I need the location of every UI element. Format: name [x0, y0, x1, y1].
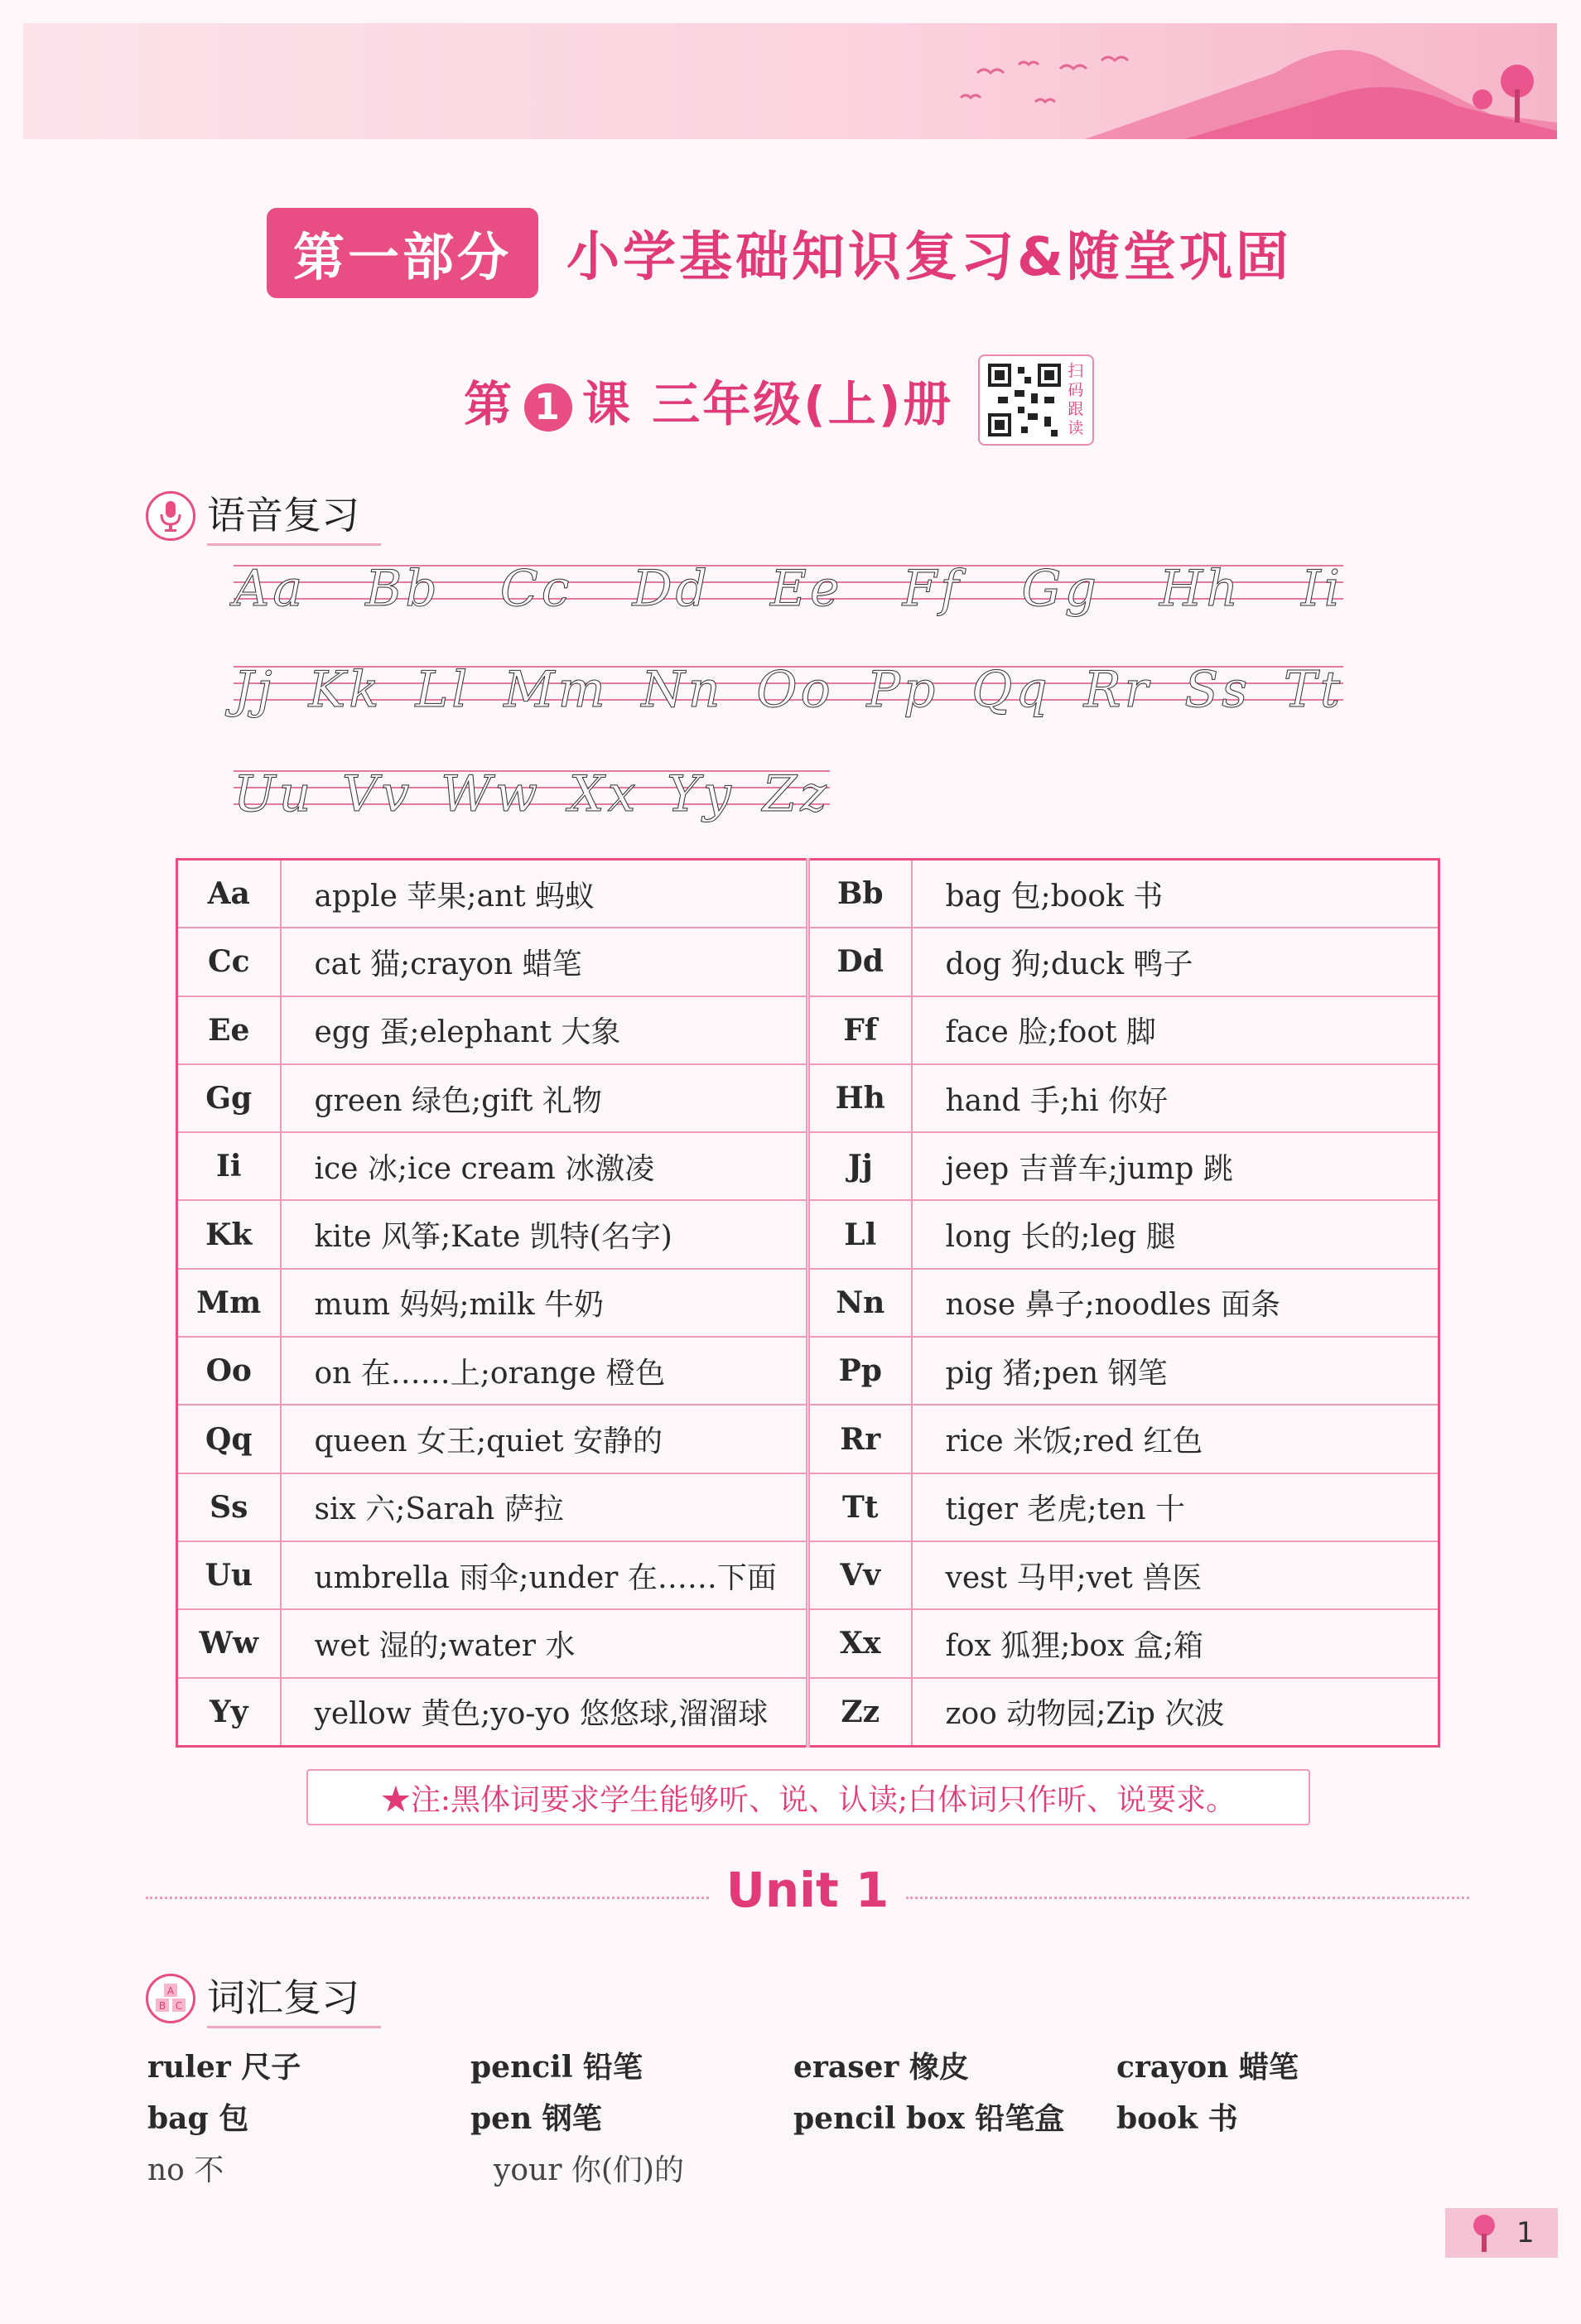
letter-cell: Ll: [808, 1200, 912, 1268]
handwriting-letter: Pp: [866, 661, 939, 719]
handwriting-row-2: [234, 654, 1343, 726]
letter-cell: Mm: [177, 1269, 281, 1337]
table-row: [177, 1200, 1439, 1268]
table-row: [177, 1337, 1439, 1405]
handwriting-letter: Kk: [308, 661, 383, 719]
lesson-suffix: 课 三年级(上)册: [582, 376, 954, 432]
words-cell: apple 苹果;ant 蚂蚁: [281, 860, 808, 928]
words-cell: face 脸;foot 脚: [912, 996, 1439, 1064]
vocab-item: pencil 铅笔: [470, 2049, 643, 2085]
handwriting-letter: Uu: [234, 765, 315, 823]
words-cell: long 长的;leg 腿: [912, 1200, 1439, 1268]
page-number-box: [1445, 2208, 1558, 2258]
letter-cell: Ii: [177, 1132, 281, 1200]
letter-cell: Kk: [177, 1200, 281, 1268]
handwriting-letter: Ii: [1301, 560, 1343, 618]
qr-code-box[interactable]: [978, 354, 1094, 446]
handwriting-letter: Hh: [1159, 560, 1241, 618]
letter-cell: Vv: [808, 1541, 912, 1609]
handwriting-letter: Qq: [971, 661, 1051, 719]
vocab-item: crayon 蜡笔: [1116, 2049, 1299, 2085]
words-cell: mum 妈妈;milk 牛奶: [281, 1269, 808, 1337]
vocab-item: no 不: [147, 2153, 224, 2187]
handwriting-letter: Rr: [1083, 661, 1152, 719]
words-cell: pig 猪;pen 钢笔: [912, 1337, 1439, 1405]
words-cell: cat 猫;crayon 蜡笔: [281, 928, 808, 996]
letter-cell: Ss: [177, 1473, 281, 1541]
table-row: [177, 928, 1439, 996]
handwriting-letter: Mm: [504, 661, 609, 719]
letter-cell: Uu: [177, 1541, 281, 1609]
table-row: [177, 860, 1439, 928]
handwriting-letter: Tt: [1283, 661, 1343, 719]
top-banner: [23, 23, 1557, 139]
handwriting-letter: Gg: [1021, 560, 1100, 618]
handwriting-row-3: [234, 759, 830, 830]
letter-cell: Qq: [177, 1405, 281, 1473]
page-number: 1: [1516, 2216, 1535, 2249]
words-cell: vest 马甲;vet 兽医: [912, 1541, 1439, 1609]
lesson-number: 1: [524, 383, 572, 432]
alphabet-table-body: [177, 860, 1439, 1747]
table-row: [177, 1064, 1439, 1132]
svg-text:B: B: [158, 1999, 166, 2012]
words-cell: kite 风筝;Kate 凯特(名字): [281, 1200, 808, 1268]
words-cell: tiger 老虎;ten 十: [912, 1473, 1439, 1541]
vocab-item: pen 钢笔: [470, 2100, 602, 2136]
handwriting-letter: Vv: [342, 765, 413, 823]
part-header: [267, 207, 1292, 298]
microphone-icon: [146, 491, 195, 541]
letter-cell: Jj: [808, 1132, 912, 1200]
phonics-label: 语音复习: [207, 485, 381, 546]
words-cell: dog 狗;duck 鸭子: [912, 928, 1439, 996]
mountain-birds-illustration: [812, 23, 1557, 139]
words-cell: green 绿色;gift 礼物: [281, 1064, 808, 1132]
letter-cell: Dd: [808, 928, 912, 996]
letter-cell: Ww: [177, 1609, 281, 1677]
handwriting-letter: Zz: [762, 765, 830, 823]
vocab-item: eraser 橡皮: [793, 2049, 969, 2085]
words-cell: six 六;Sarah 萨拉: [281, 1473, 808, 1541]
svg-text:C: C: [175, 1999, 183, 2012]
words-cell: jeep 吉普车;jump 跳: [912, 1132, 1439, 1200]
handwriting-letter: Ee: [770, 560, 843, 618]
letter-cell: Gg: [177, 1064, 281, 1132]
table-row: [177, 1678, 1439, 1747]
handwriting-letter: Yy: [667, 765, 735, 823]
vocab-item: your 你(们)的: [494, 2153, 684, 2187]
handwriting-letter: Xx: [568, 765, 639, 823]
words-cell: queen 女王;quiet 安静的: [281, 1405, 808, 1473]
letter-cell: Ee: [177, 996, 281, 1064]
words-cell: wet 湿的;water 水: [281, 1609, 808, 1677]
letter-cell: Nn: [808, 1269, 912, 1337]
words-cell: egg 蛋;elephant 大象: [281, 996, 808, 1064]
handwriting-letter: Aa: [234, 560, 306, 618]
table-row: [177, 1541, 1439, 1609]
letter-cell: Aa: [177, 860, 281, 928]
vocab-item: bag 包: [147, 2100, 249, 2136]
part-badge: 第一部分: [267, 208, 538, 298]
letter-cell: Xx: [808, 1609, 912, 1677]
handwriting-letter: Ww: [441, 765, 542, 823]
lesson-title: [464, 365, 953, 435]
vocab-item: book 书: [1116, 2100, 1238, 2136]
note-box: ★注:黑体词要求学生能够听、说、认读;白体词只作听、说要求。: [306, 1769, 1310, 1825]
words-cell: ice 冰;ice cream 冰激凌: [281, 1132, 808, 1200]
words-cell: umbrella 雨伞;under 在……下面: [281, 1541, 808, 1609]
vocab-row: [147, 2142, 1439, 2193]
handwriting-letter: Nn: [641, 661, 724, 719]
table-row: [177, 1269, 1439, 1337]
handwriting-letter: Jj: [234, 661, 276, 719]
handwriting-letter: Dd: [632, 560, 711, 618]
words-cell: rice 米饭;red 红色: [912, 1405, 1439, 1473]
handwriting-letter: Ss: [1184, 661, 1251, 719]
words-cell: bag 包;book 书: [912, 860, 1439, 928]
lesson-header: [464, 354, 1094, 446]
letter-cell: Rr: [808, 1405, 912, 1473]
table-row: [177, 1405, 1439, 1473]
letter-cell: Tt: [808, 1473, 912, 1541]
table-row: [177, 1473, 1439, 1541]
phonics-section-title: [146, 485, 381, 546]
vocabulary-label: 词汇复习: [207, 1968, 381, 2028]
letter-cell: Oo: [177, 1337, 281, 1405]
part-title: 小学基础知识复习&随堂巩固: [566, 227, 1292, 288]
tree-icon: [1470, 2212, 1498, 2254]
words-cell: fox 狐狸;box 盒;箱: [912, 1609, 1439, 1677]
handwriting-letter: Ff: [902, 560, 962, 618]
vocabulary-section-title: [146, 1968, 381, 2028]
letter-cell: Zz: [808, 1678, 912, 1747]
lesson-prefix: 第: [464, 376, 515, 432]
abc-blocks-icon: [146, 1974, 195, 2023]
letter-cell: Cc: [177, 928, 281, 996]
vocab-row: [147, 2039, 1439, 2090]
vocab-item: pencil box 铅笔盒: [793, 2100, 1065, 2136]
words-cell: hand 手;hi 你好: [912, 1064, 1439, 1132]
words-cell: nose 鼻子;noodles 面条: [912, 1269, 1439, 1337]
letter-cell: Yy: [177, 1678, 281, 1747]
letter-cell: Bb: [808, 860, 912, 928]
vocabulary-list: [147, 2039, 1439, 2193]
table-row: [177, 996, 1439, 1064]
vocab-row: [147, 2090, 1439, 2142]
words-cell: yellow 黄色;yo-yo 悠悠球,溜溜球: [281, 1678, 808, 1747]
table-row: [177, 1132, 1439, 1200]
letter-cell: Hh: [808, 1064, 912, 1132]
qr-code-icon: [985, 360, 1064, 440]
handwriting-letter: Cc: [499, 560, 573, 618]
handwriting-letter: Oo: [756, 661, 834, 719]
table-row: [177, 1609, 1439, 1677]
vocab-item: ruler 尺子: [147, 2049, 301, 2085]
words-cell: on 在……上;orange 橙色: [281, 1337, 808, 1405]
dotted-divider-right: [906, 1897, 1469, 1899]
alphabet-word-table: [176, 858, 1440, 1748]
words-cell: zoo 动物园;Zip 次波: [912, 1678, 1439, 1747]
handwriting-row-1: [234, 553, 1343, 624]
handwriting-letter: Bb: [365, 560, 441, 618]
handwriting-letter: Ll: [415, 661, 471, 719]
qr-label: 扫码跟读: [1068, 362, 1084, 437]
svg-text:A: A: [166, 1984, 175, 1997]
unit-divider: [146, 1862, 1469, 1928]
letter-cell: Ff: [808, 996, 912, 1064]
unit-title: Unit 1: [725, 1862, 889, 1918]
letter-cell: Pp: [808, 1337, 912, 1405]
